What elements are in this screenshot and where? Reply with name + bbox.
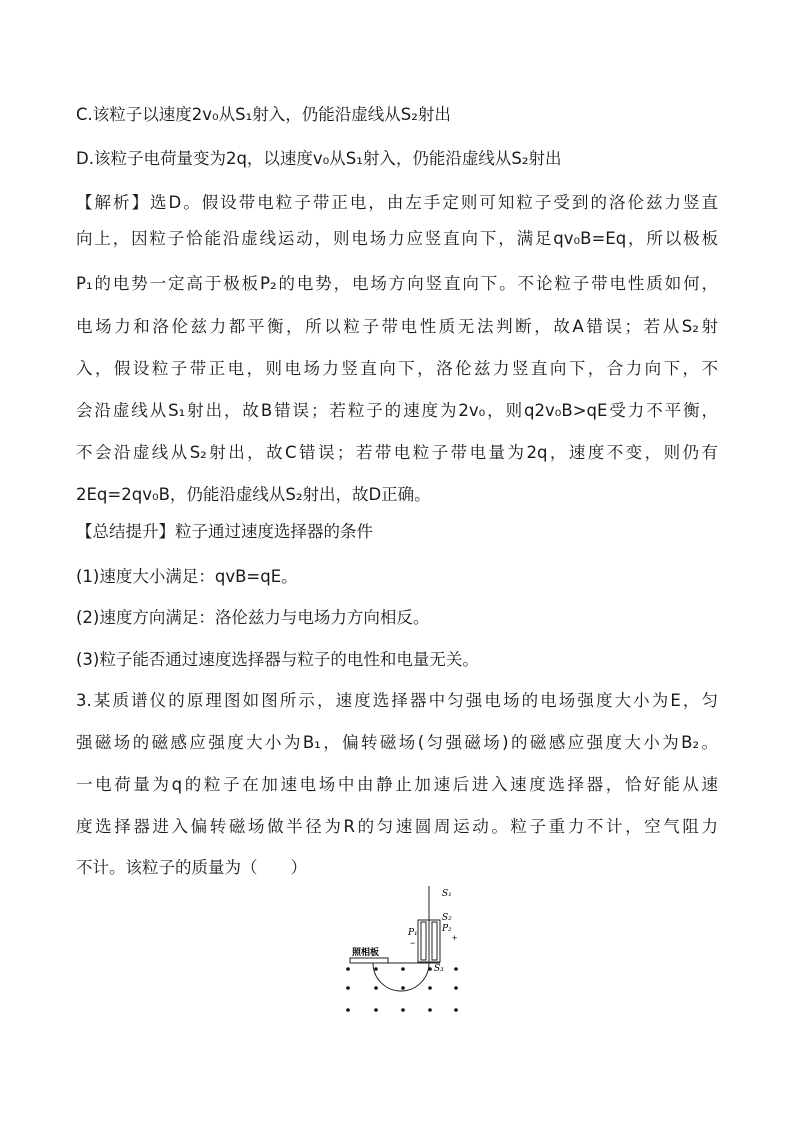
option-c: C.该粒子以速度2v₀从S₁射入，仍能沿虚线从S₂射出 (76, 105, 451, 124)
analysis-line-8: 2Eq=2qv₀B，仍能沿虚线从S₂射出，故D正确。 (76, 485, 431, 504)
analysis-tag: 【解析】 (76, 193, 151, 212)
option-d: D.该粒子电荷量变为2q，以速度v₀从S₁射入，仍能沿虚线从S₂射出 (76, 149, 562, 168)
label-p1: P₁ (408, 928, 418, 938)
trajectory-arc (373, 963, 429, 991)
question3-line-3: 一电荷量为q的粒子在加速电场中由静止加速后进入速度选择器，恰好能从速 (76, 775, 718, 794)
question3-line-5: 不计。该粒子的质量为（ ） (76, 858, 307, 877)
analysis-line-7: 不会沿虚线从S₂射出，故C错误；若带电粒子带电量为2q，速度不变，则仍有 (76, 443, 718, 462)
analysis-line-1: 【解析】选D。假设带电粒子带正电，由左手定则可知粒子受到的洛伦兹力竖直 (76, 193, 719, 212)
label-plus: + (452, 933, 458, 943)
photo-plate (350, 958, 388, 963)
summary-title: 粒子通过速度选择器的条件 (175, 522, 373, 541)
label-minus: − (410, 938, 416, 948)
label-s1: S₁ (442, 889, 452, 899)
analysis-line-3: P₁的电势一定高于极板P₂的电势，电场方向竖直向下。不论粒子带电性质如何， (76, 274, 718, 293)
summary-item-3: (3)粒子能否通过速度选择器与粒子的电性和电量无关。 (76, 650, 479, 669)
plate-p2 (432, 922, 437, 960)
mass-spectrometer-figure (336, 884, 472, 1022)
analysis-line-6: 会沿虚线从S₁射出，故B错误；若粒子的速度为2v₀，则q2v₀B>qE受力不平衡， (76, 401, 718, 420)
label-p2: P₂ (442, 924, 452, 934)
summary-item-2: (2)速度方向满足：洛伦兹力与电场力方向相反。 (76, 608, 430, 627)
question3-line-4: 度选择器进入偏转磁场做半径为R的匀速圆周运动。粒子重力不计，空气阻力 (76, 817, 718, 836)
label-photo-plate: 照相板 (352, 948, 380, 958)
summary-heading (76, 521, 373, 543)
question3-line-1: 3.某质谱仪的原理图如图所示，速度选择器中匀强电场的电场强度大小为E，匀 (76, 691, 718, 710)
summary-tag: 【总结提升】 (76, 522, 175, 541)
question3-line-2: 强磁场的磁感应强度大小为B₁，偏转磁场(匀强磁场)的磁感应强度大小为B₂。 (76, 733, 718, 752)
plate-p1 (421, 922, 426, 960)
label-s3: S₃ (434, 964, 444, 974)
analysis-line-2: 向上，因粒子恰能沿虚线运动，则电场力应竖直向下，满足qv₀B=Eq，所以极板 (76, 229, 718, 248)
analysis-line-5: 入，假设粒子带正电，则电场力竖直向下，洛伦兹力竖直向下，合力向下，不 (76, 359, 718, 378)
label-s2: S₂ (442, 913, 452, 923)
summary-item-1: (1)速度大小满足：qvB=qE。 (76, 567, 298, 586)
analysis-line-4: 电场力和洛伦兹力都平衡，所以粒子带电性质无法判断，故A错误；若从S₂射 (76, 317, 718, 336)
